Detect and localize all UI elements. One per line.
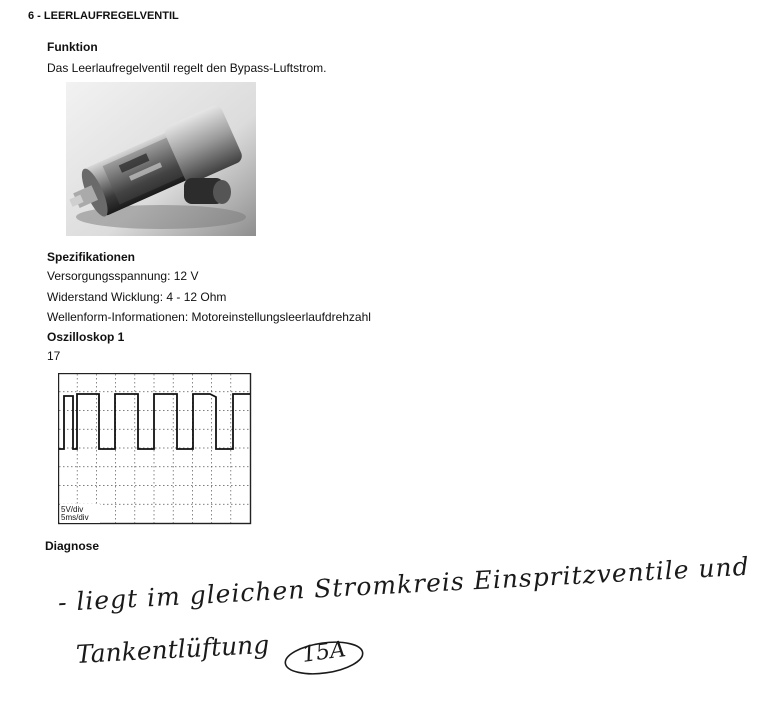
idle-control-valve-photo <box>66 82 256 236</box>
funktion-text: Das Leerlaufregelventil regelt den Bypass-Luftstrom. <box>47 61 327 75</box>
page-title: 6 - LEERLAUFREGELVENTIL <box>28 10 179 22</box>
oszilloskop-heading: Oszilloskop 1 <box>47 330 125 344</box>
spec-supply-voltage: Versorgungsspannung: 12 V <box>47 269 199 283</box>
spezifikationen-heading: Spezifikationen <box>47 250 136 264</box>
scope-time-per-div: 5ms/div <box>61 513 89 522</box>
scope-volts-per-div: 5V/div <box>61 505 84 514</box>
oszilloskop-number: 17 <box>47 349 61 363</box>
funktion-heading: Funktion <box>47 40 98 54</box>
spec-waveform-info: Wellenform-Informationen: Motoreinstellungsleerlaufdrehzahl <box>47 310 371 324</box>
handwritten-note-line2: Tankentlüftung <box>75 629 270 669</box>
oscilloscope-display <box>58 373 252 525</box>
handwritten-note-line1: - liegt im gleichen Stromkreis Einspritzventile und <box>57 551 751 617</box>
handwritten-fuse-label: 15A <box>300 637 348 668</box>
diagnose-heading: Diagnose <box>45 539 100 553</box>
spec-winding-resistance: Widerstand Wicklung: 4 - 12 Ohm <box>47 290 227 304</box>
